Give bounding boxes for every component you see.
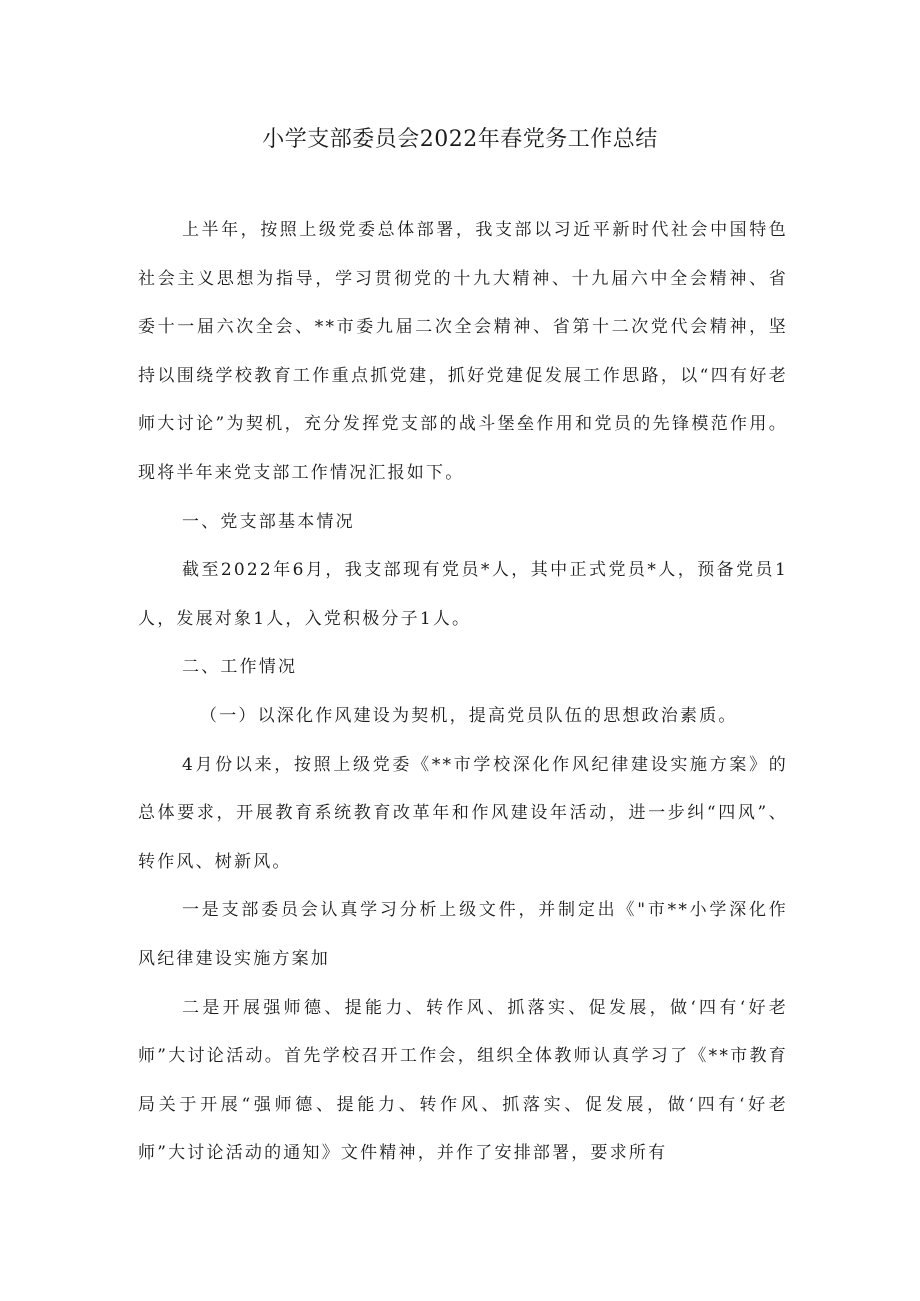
paragraph-intro: 上半年，按照上级党委总体部署，我支部以习近平新时代社会中国特色社会主义思想为指导，学习贯彻党的十九大精神、十九届六中全会精神、省委十一届六次全会、**市委九届二次全会精神、省第十二次党代会精神，坚持以围绕学校教育工作重点抓党建，抓好党建促发展工作思路，以“四有好老师大讨论”为契机，充分发挥党支部的战斗堡垒作用和党员的先锋模范作用。现将半年来党支部工作情况汇报如下。 [138, 220, 788, 483]
paragraph-member-stats: 截至2022年6月，我支部现有党员*人，其中正式党员*人，预备党员1人，发展对象1人，入党积极分子1人。 [138, 560, 788, 629]
document-body [138, 206, 788, 1178]
heading-subsection-1: （一）以深化作风建设为契机，提高党员队伍的思想政治素质。 [200, 705, 738, 726]
paragraph-april: 4月份以来，按照上级党委《**市学校深化作风纪律建设实施方案》的总体要求，开展教育系统教育改革年和作风建设年活动，进一步纠“四风”、转作风、树新风。 [138, 754, 788, 872]
heading-section-1: 一、党支部基本情况 [182, 511, 355, 532]
document-title: 小学支部委员会2022年春党务工作总结 [262, 127, 658, 152]
paragraph-point-1: 一是支部委员会认真学习分析上级文件，并制定出《"市**小学深化作风纪律建设实施方案加 [138, 900, 788, 969]
paragraph-point-2: 二是开展强师德、提能力、转作风、抓落实、促发展，做‘四有‘好老师”大讨论活动。首先学校召开工作会，组织全体教师认真学习了《**市教育局关于开展“强师德、提能力、转作风、抓落实、促发展，做‘四有‘好老师”大讨论活动的通知》文件精神，并作了安排部署，要求所有 [138, 997, 788, 1164]
heading-section-2: 二、工作情况 [182, 657, 298, 678]
